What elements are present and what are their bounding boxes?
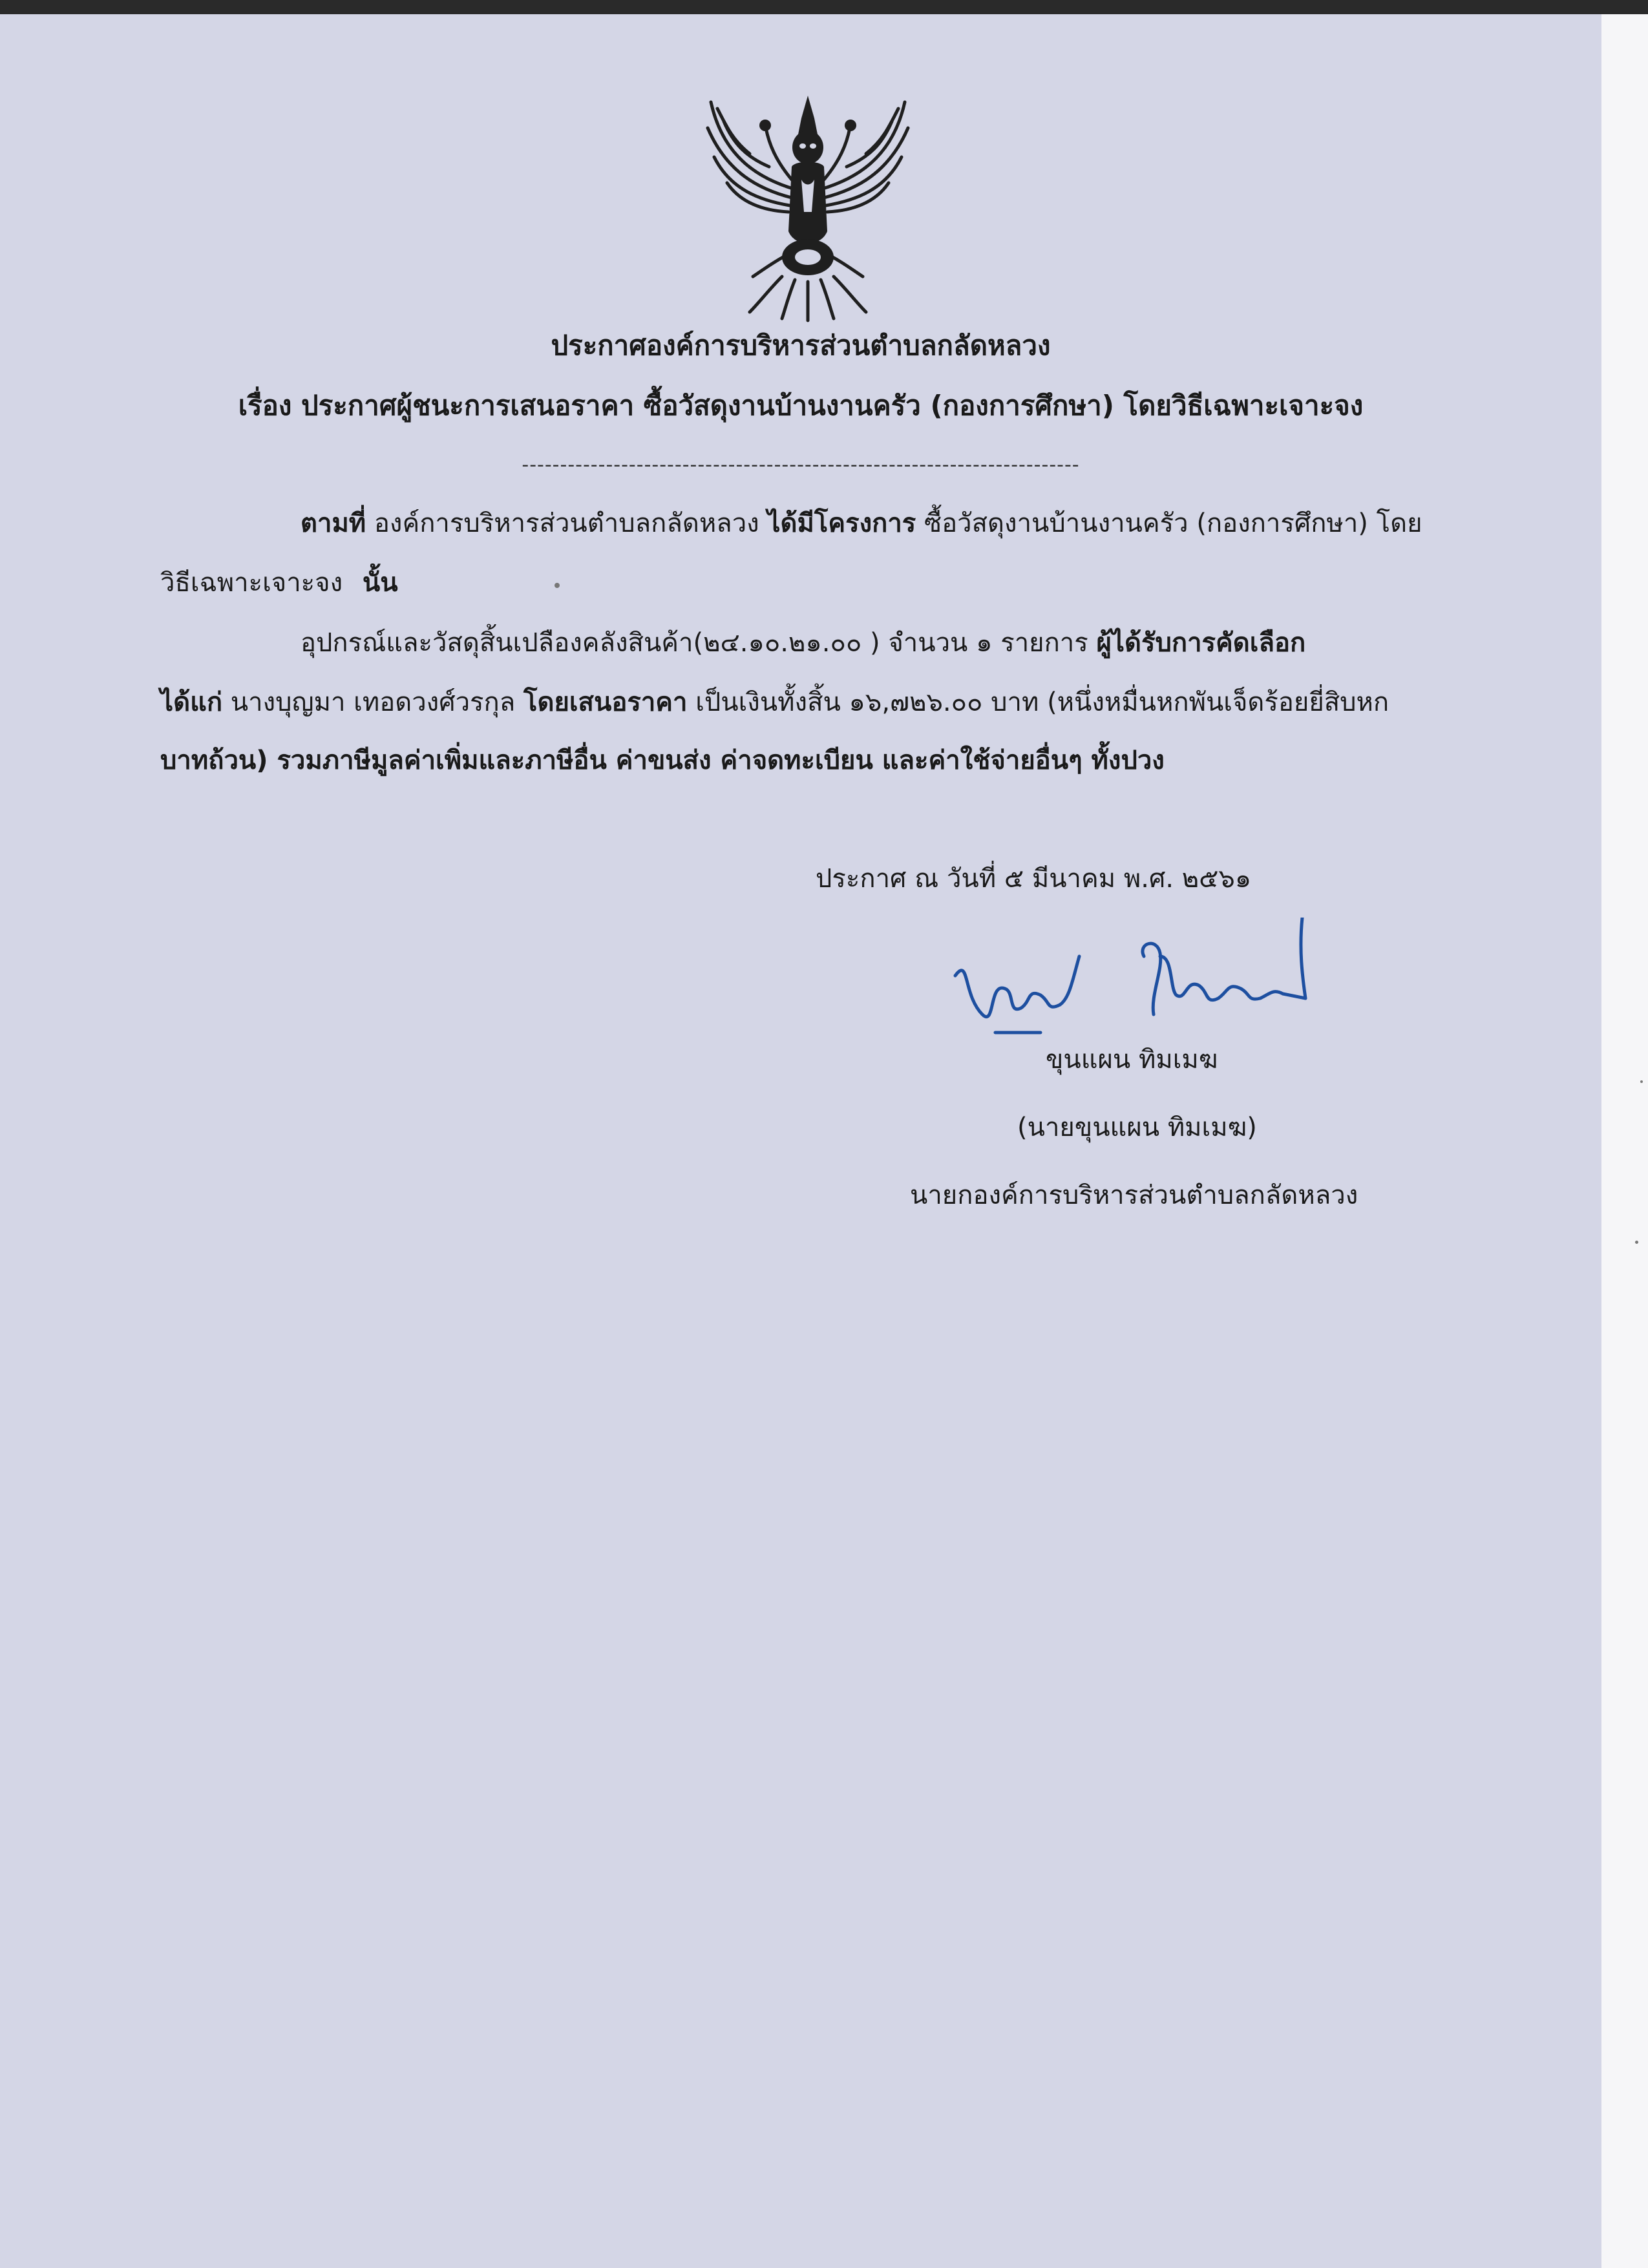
text-normal: นางบุญมา เทอดวงศ์วรกุล xyxy=(222,688,523,717)
scan-speck xyxy=(1635,1241,1638,1244)
text-normal: ซื้อวัสดุงานบ้านงานครัว (กองการศึกษา) โดย xyxy=(916,509,1422,538)
paragraph-2-line-2 xyxy=(160,683,1389,722)
signer-name-full: (นายขุนแผน ทิมเมฆ) xyxy=(1017,1113,1257,1142)
signer-position: นายกองค์การบริหารส่วนตำบลกลัดหลวง xyxy=(910,1181,1358,1210)
text-bold: โดยเสนอราคา xyxy=(523,688,688,717)
scanner-top-edge xyxy=(0,0,1648,14)
text-bold: บาทถ้วน) รวมภาษีมูลค่าเพิ่มและภาษีอื่น ค่าขนส่ง ค่าจดทะเบียน และค่าใช้จ่ายอื่นๆ xyxy=(160,746,1092,775)
garuda-emblem-icon xyxy=(698,83,918,325)
text-normal: อุปกรณ์และวัสดุสิ้นเปลืองคลังสินค้า(๒๔.๑๐.๒๑.๐๐ ) จำนวน ๑ รายการ xyxy=(301,628,1097,658)
paragraph-1-line-1 xyxy=(301,504,1422,543)
separator-line: ------------------------------------------------------------------------- xyxy=(522,454,1080,476)
paragraph-2-line-1 xyxy=(301,624,1305,662)
document-title: ประกาศองค์การบริหารส่วนตำบลกลัดหลวง xyxy=(551,330,1051,361)
text-bold: นั้น xyxy=(362,568,398,598)
text-normal: วิธีเฉพาะเจาะจง xyxy=(160,568,343,598)
text-bold: ได้มีโครงการ xyxy=(767,509,916,538)
subject-label: เรื่อง xyxy=(238,390,292,421)
text-bold: ทั้งปวง xyxy=(1091,746,1165,775)
paragraph-1-line-2 xyxy=(160,563,398,602)
text-bold: ผู้ได้รับการคัดเลือก xyxy=(1096,628,1306,658)
paragraph-2-line-3 xyxy=(160,741,1165,780)
scan-speck xyxy=(555,583,560,588)
scan-speck xyxy=(1640,1080,1643,1083)
subject-text: ประกาศผู้ชนะการเสนอราคา ซื้อวัสดุงานบ้านงานครัว (กองการศึกษา) โดยวิธีเฉพาะเจาะจง xyxy=(301,390,1364,421)
signer-name: ขุนแผน ทิมเมฆ xyxy=(1046,1045,1218,1075)
text-bold: ได้แก่ xyxy=(160,688,223,717)
text-normal: เป็นเงินทั้งสิ้น ๑๖,๗๒๖.๐๐ บาท (หนึ่งหมื่นหกพันเจ็ดร้อยยี่สิบหก xyxy=(687,688,1389,717)
announcement-date: ประกาศ ณ วันที่ ๕ มีนาคม พ.ศ. ๒๕๖๑ xyxy=(816,864,1252,894)
text-normal: องค์การบริหารส่วนตำบลกลัดหลวง xyxy=(366,509,768,538)
text-bold: ตามที่ xyxy=(301,509,366,538)
document-subject xyxy=(0,386,1601,425)
page-right-edge xyxy=(1601,14,1648,2268)
